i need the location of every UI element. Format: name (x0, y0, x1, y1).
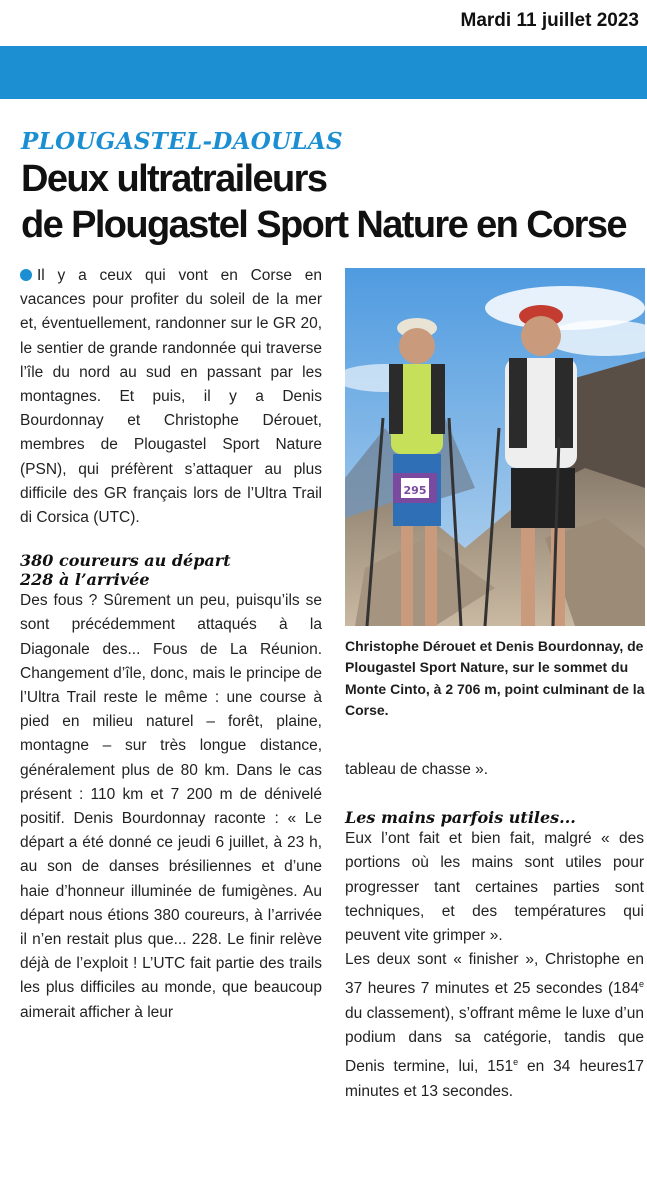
intro-paragraph (20, 264, 322, 530)
subhead-runners-line-2: 228 à l’arrivée (20, 570, 150, 590)
headline-line-1: Deux ultratraileurs (21, 158, 327, 200)
body-paragraph-3-b: du classement), s’offrant même le luxe d’un podium dans sa catégorie, tandis que Denis termine, lui, 151 (345, 1004, 644, 1076)
subhead-runners-line-1: 380 coureurs au départ (20, 551, 231, 571)
issue-date: Mardi 11 juillet 2023 (460, 10, 639, 31)
body-paragraph-3 (345, 948, 644, 1104)
intro-text: Il y a ceux qui vont en Corse en vacances pour profiter du soleil de la mer et, éventuellement, randonner sur le GR 20, le sentier de grande randonnée qui traverse l’île du nord au sud en passant par les montagnes. Et puis, il y a Denis Bourdonnay et Christophe Dérouet, membres de Plougastel Sport Nature (PSN), qui préfèrent s’attaquer au plus difficile des GR français lors de l’Ultra Trail di Corsica (UTC). (20, 267, 322, 527)
body-paragraph-3-c: en 34 heures17 minutes et 13 secondes. (345, 1058, 644, 1100)
header-band (0, 46, 647, 99)
subhead-runners (20, 551, 322, 589)
bullet-dot-icon (20, 269, 32, 281)
ordinal-suffix-1: e (638, 979, 644, 990)
article-column-right (345, 758, 644, 1104)
body-paragraph-1: Des fous ? Sûrement un peu, puisqu’ils se sont précédemment attaqués à la Diagonale des... Fous de La Réunion. Changement d’île, donc, mais le principe de l’Ultra Trail reste le même : une course à pied en milieu naturel – forêt, plaine, montagne – sur très longue distance, généralement plus de 80 km. Dans le cas présent : 110 km et 7 200 m de dénivelé positif. Denis Bourdonnay raconte : « Le départ a été donné ce jeudi 6 juillet, à 23 h, au son de danses brésiliennes et d’une haie d’honneur illuminée de fumigènes. Au départ nous étions 380 coureurs, à l’arrivée il n’en restait plus que... 228. Le finir relève déjà de l’exploit ! L’UTC fait partie des trails les plus difficiles au monde, que beaucoup aimerait afficher à leur (20, 592, 322, 1021)
photo-caption: Christophe Dérouet et Denis Bourdonnay, de Plougastel Sport Nature, sur le sommet du Monte Cinto, à 2 706 m, point culminant de la Corse. (345, 638, 645, 718)
ordinal-suffix-2: e (513, 1057, 519, 1068)
body-paragraph-3-a: Les deux sont « finisher », Christophe en 37 heures 7 minutes et 25 secondes (184 (345, 951, 644, 998)
article-column-left (20, 264, 322, 1025)
subhead-hands: Les mains parfois utiles... (345, 808, 576, 828)
body-paragraph-2: Eux l’ont fait et bien fait, malgré « des portions où les mains sont utiles pour progresser tant certaines parties sont techniques, et des températures qui peuvent vite grimper ». (345, 830, 644, 945)
summit-photo (345, 268, 645, 626)
bib-number: 295 (403, 484, 427, 497)
body-paragraph-1-end: tableau de chasse ». (345, 761, 489, 778)
article-headline (21, 156, 641, 248)
article-kicker: PLOUGASTEL-DAOULAS (21, 128, 343, 155)
headline-line-2: de Plougastel Sport Nature en Corse (21, 204, 626, 246)
